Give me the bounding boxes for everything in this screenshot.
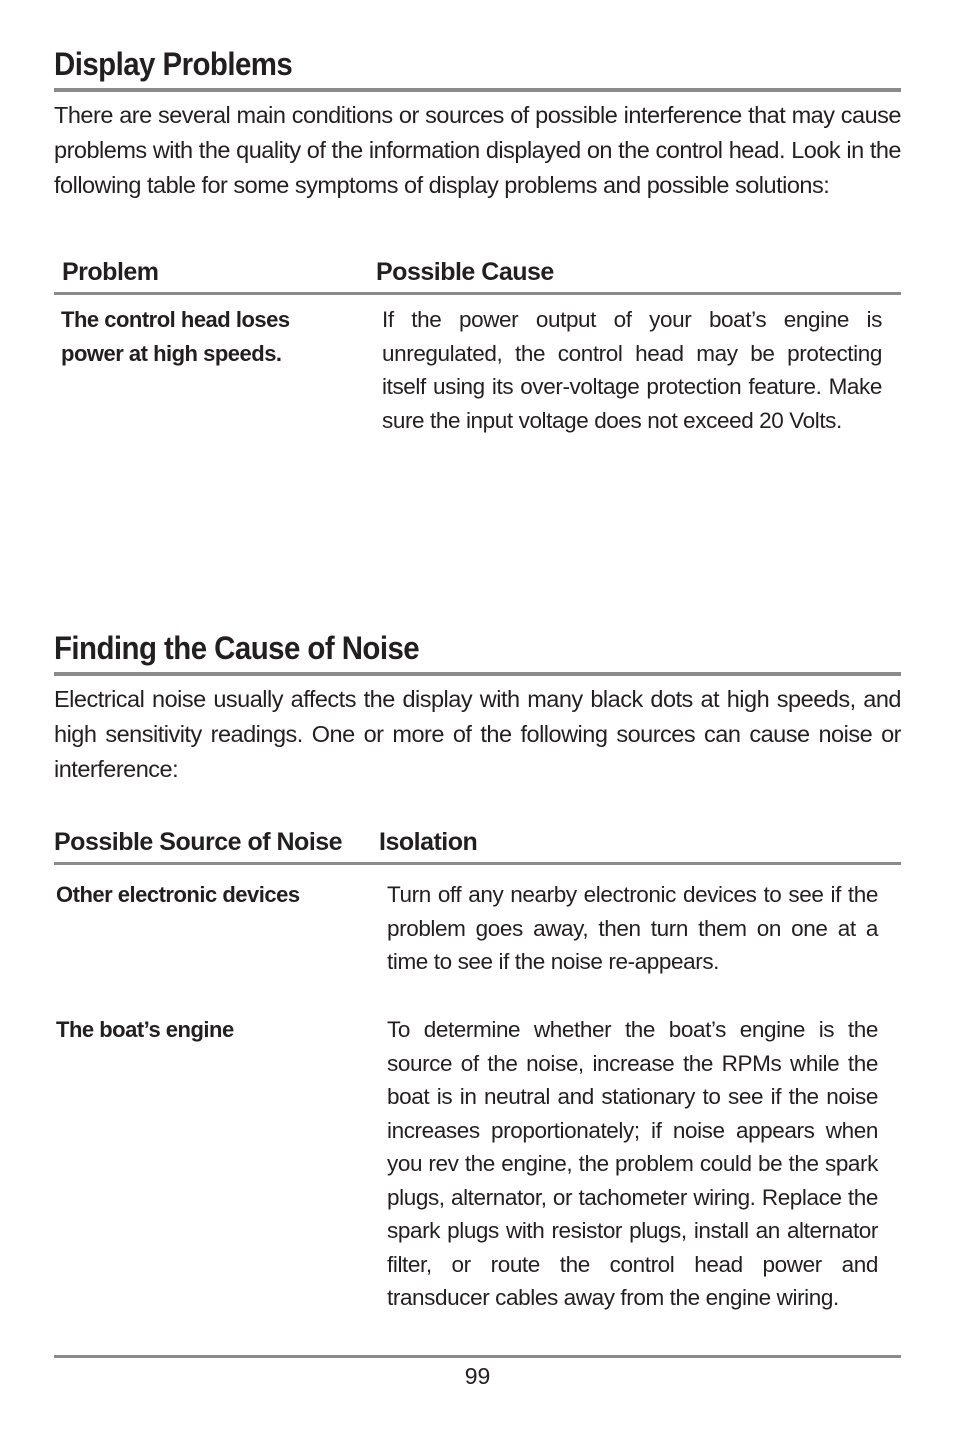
table-header-rule (54, 292, 901, 295)
title-underline (54, 88, 901, 92)
table-cell-source: Other electronic devices (56, 882, 300, 907)
table-cell-isolation: Turn off any nearby electronic devices to see if the problem goes away, then turn them on one at a time to see if the noise re-appears. (387, 882, 878, 974)
footer-rule (54, 1355, 901, 1358)
intro-paragraph: Electrical noise usually affects the display with many black dots at high speeds, and high sensitivity readings. One or more of the following sources can cause noise or interference: (54, 686, 901, 782)
title-underline (54, 672, 901, 676)
table-header-isolation: Isolation (379, 828, 478, 856)
table-cell-isolation: To determine whether the boat’s engine is the source of the noise, increase the RPMs while the boat is in neutral and stationary to see if the noise increases proportionately; if noise appears when you rev the engine, the problem could be the spark plugs, alternator, or tachometer wiring. Replace the spark plugs with resistor plugs, install an alternator filter, or route the control head power and transducer cables away from the engine wiring. (387, 1017, 878, 1310)
table-cell-problem: The control head loses power at high speeds. (61, 307, 290, 366)
table-cell-cause: If the power output of your boat’s engine is unregulated, the control head may be protecting itself using its over-voltage protection feature. Make sure the input voltage does not exceed 20 Volts. (382, 307, 882, 433)
section-title-finding-noise: Finding the Cause of Noise (54, 630, 420, 666)
page-number: 99 (464, 1363, 491, 1389)
manual-page (54, 0, 901, 1431)
table-header-problem: Problem (62, 258, 159, 286)
table-cell-source: The boat’s engine (56, 1017, 234, 1042)
section-title-display-problems: Display Problems (54, 46, 293, 82)
table-header-rule (54, 862, 901, 865)
table-header-source: Possible Source of Noise (54, 828, 343, 856)
table-header-possible-cause: Possible Cause (376, 258, 554, 286)
intro-paragraph: There are several main conditions or sources of possible interference that may cause problems with the quality of the information displayed on the control head. Look in the following table for some symptoms of display problems and possible solutions: (54, 102, 901, 198)
